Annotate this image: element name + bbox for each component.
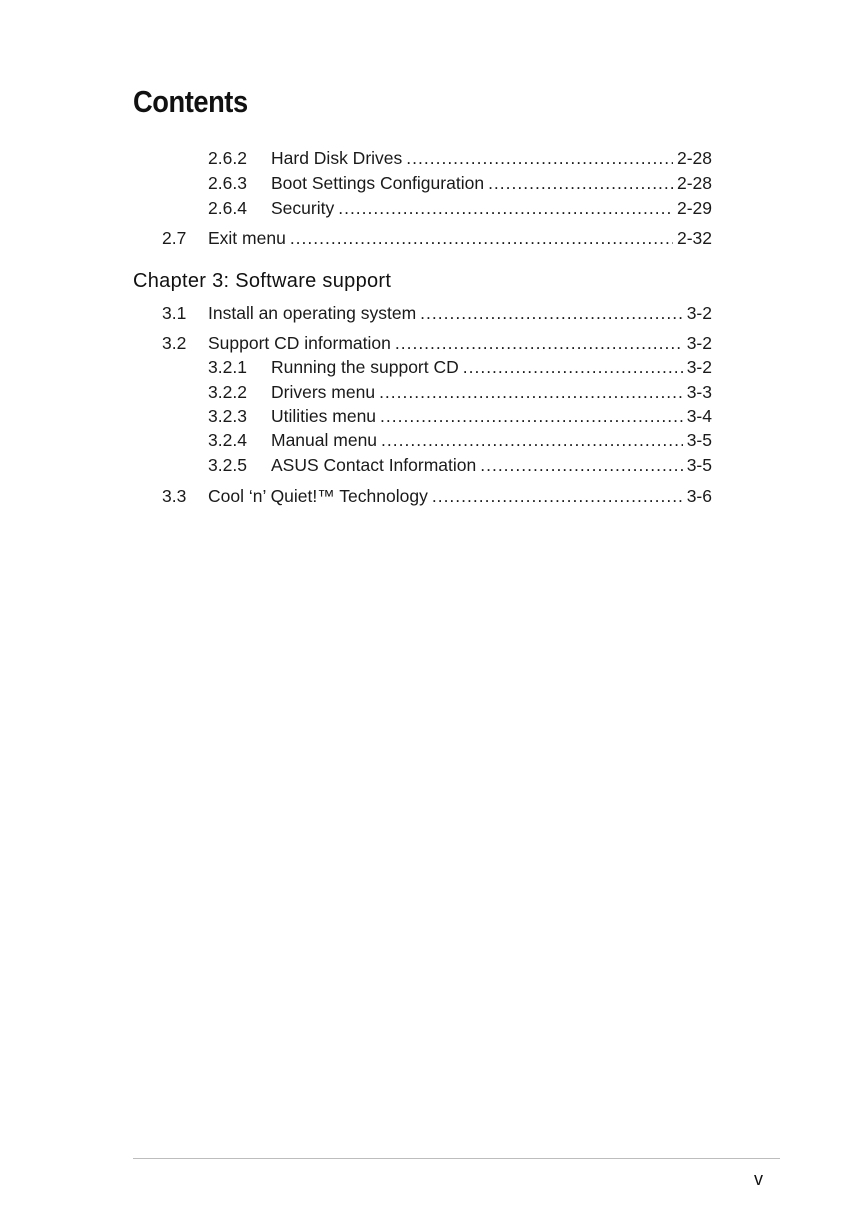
footer-divider bbox=[133, 1158, 780, 1159]
toc-leader-dots bbox=[463, 356, 683, 378]
toc-entry-page: 3-3 bbox=[686, 382, 712, 402]
toc-entry-number: 2.6.4 bbox=[208, 198, 247, 218]
toc-entry[interactable] bbox=[162, 302, 712, 324]
toc-entry[interactable] bbox=[162, 227, 712, 249]
page-number: v bbox=[754, 1169, 763, 1189]
toc-leader-dots bbox=[381, 429, 683, 451]
toc-entry-number: 3.2 bbox=[162, 333, 187, 353]
toc-entry-page: 3-5 bbox=[686, 430, 712, 450]
toc-entry-page: 3-5 bbox=[686, 455, 712, 475]
toc-entry-label: Exit menu bbox=[208, 228, 286, 248]
toc-entry-label: Cool ‘n’ Quiet!™ Technology bbox=[208, 486, 428, 506]
toc-entry[interactable] bbox=[162, 332, 712, 354]
toc-entry-label: Utilities menu bbox=[271, 406, 377, 426]
toc-entry-number: 3.2.3 bbox=[208, 406, 247, 426]
toc-entry-page: 3-4 bbox=[686, 406, 712, 426]
toc-entry-label: Running the support CD bbox=[271, 357, 459, 377]
toc-entry-number: 3.2.4 bbox=[208, 430, 247, 450]
toc-entry-page: 2-28 bbox=[676, 173, 712, 193]
chapter-heading[interactable]: Chapter 3: Software support bbox=[133, 270, 392, 292]
toc-entry-number: 3.1 bbox=[162, 303, 187, 323]
toc-entry[interactable] bbox=[208, 454, 712, 476]
toc-entry-page: 3-2 bbox=[686, 357, 712, 377]
toc-entry-label: Drivers menu bbox=[271, 382, 376, 402]
toc-entry[interactable] bbox=[162, 485, 712, 507]
toc-entry-number: 3.3 bbox=[162, 486, 187, 506]
toc-leader-dots bbox=[338, 197, 673, 219]
toc-leader-dots bbox=[432, 485, 683, 507]
toc-entry-label: ASUS Contact Information bbox=[271, 455, 477, 475]
toc-entry-number: 2.6.2 bbox=[208, 148, 247, 168]
toc-entry-label: Install an operating system bbox=[208, 303, 417, 323]
toc-entry-page: 2-29 bbox=[676, 198, 712, 218]
toc-entry-page: 3-2 bbox=[686, 333, 712, 353]
toc-entry[interactable] bbox=[208, 429, 712, 451]
toc-entry-page: 3-6 bbox=[686, 486, 712, 506]
toc-entry[interactable] bbox=[208, 197, 712, 219]
toc-entry-page: 2-32 bbox=[676, 228, 712, 248]
toc-entry-number: 2.7 bbox=[162, 228, 187, 248]
toc-entry-label: Support CD information bbox=[208, 333, 391, 353]
toc-leader-dots bbox=[380, 405, 683, 427]
toc-entry[interactable] bbox=[208, 356, 712, 378]
toc-entry-number: 3.2.1 bbox=[208, 357, 247, 377]
toc-entry[interactable] bbox=[208, 381, 712, 403]
toc-entry[interactable] bbox=[208, 147, 712, 169]
toc-leader-dots bbox=[406, 147, 673, 169]
toc-entry-number: 3.2.2 bbox=[208, 382, 247, 402]
toc-entry-number: 2.6.3 bbox=[208, 173, 247, 193]
toc-entry-label: Manual menu bbox=[271, 430, 378, 450]
toc-leader-dots bbox=[420, 302, 683, 324]
toc-leader-dots bbox=[480, 454, 682, 476]
toc-entry-label: Boot Settings Configuration bbox=[271, 173, 485, 193]
toc-leader-dots bbox=[290, 227, 673, 249]
toc-entry-page: 2-28 bbox=[676, 148, 712, 168]
toc-entry-number: 3.2.5 bbox=[208, 455, 247, 475]
toc-leader-dots bbox=[379, 381, 683, 403]
toc-entry[interactable] bbox=[208, 172, 712, 194]
toc-entry[interactable] bbox=[208, 405, 712, 427]
page-title: Contents bbox=[133, 84, 248, 119]
toc-leader-dots bbox=[395, 332, 683, 354]
toc-entry-page: 3-2 bbox=[686, 303, 712, 323]
toc-entry-label: Security bbox=[271, 198, 335, 218]
toc-entry-label: Hard Disk Drives bbox=[271, 148, 403, 168]
toc-leader-dots bbox=[488, 172, 673, 194]
